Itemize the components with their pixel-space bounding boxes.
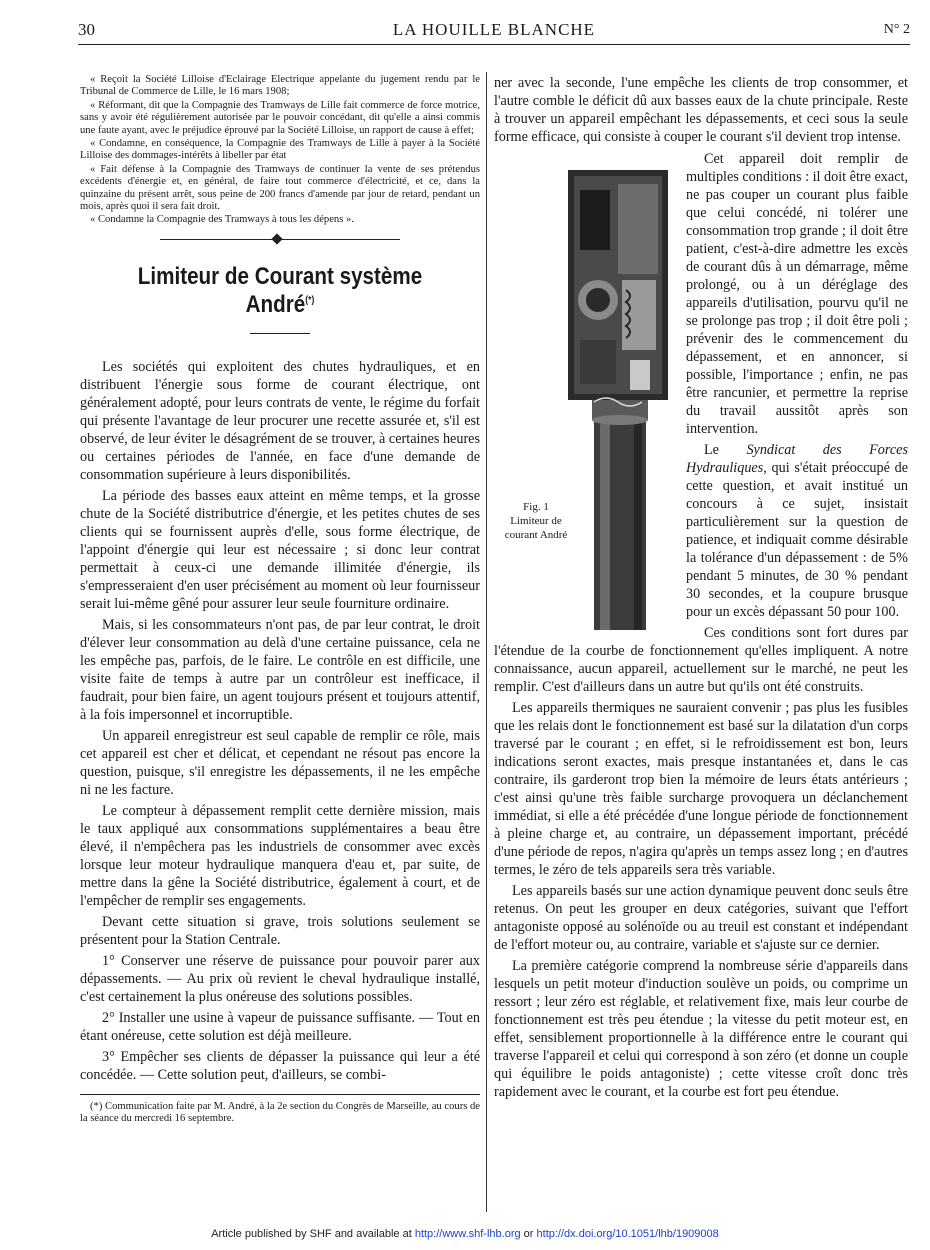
syndicat-name: Syndicat des Forces Hydrauliques <box>686 442 908 476</box>
right-column <box>494 74 908 1104</box>
left-column <box>80 74 480 1126</box>
running-header <box>78 18 910 45</box>
doi-link[interactable]: http://dx.doi.org/10.1051/lhb/1909008 <box>536 1228 719 1240</box>
body-paragraph: Un appareil enregistreur est seul capable de remplir ce rôle, mais cet appareil est cher et délicat, et cependant ne résout pas encore la question, puisque, s'il enregistre les dépassements, il ne les empêche ni ne les facture. <box>80 727 480 798</box>
syndicat-prefix: Le <box>704 442 747 458</box>
body-paragraph: Les appareils thermiques ne sauraient convenir ; pas plus les fusibles que les relais dont le fonctionnement est basé sur la dilatation d'un corps traversé par le courant ; en effet, si le refroidissement est bon, leurs indications seront exactes, mais presque instantanées et, dans le cas contraire, ils garderont trop bien la mémoire de leurs états antérieurs ; c'est ainsi qu'une très faible surcharge provoquera un déclanchement immédiat, si elle a été précédée d'une longue période de fonctionnement à pleine charge et, au contraire, un dépassement important, précédé d'une période de repos, n'agira qu'après un temps assez long ; en d'autres termes, le zéro de tels appareils sera très variable. <box>494 700 908 878</box>
body-paragraph: 3° Empêcher ses clients de dépasser la puissance qui leur a été concédée. — Cette solution peut, d'ailleurs, se combi- <box>80 1048 480 1083</box>
quote-paragraph: « Fait défense à la Compagnie des Tramways de continuer la vente de ses prétendus excédents d'énergie et, en général, de faire tout commerce d'électricité, et ce, dans la quinzaine du présent arrêt, sous peine de 200 francs d'amende par jour de retard, pendant un mois, après quoi il sera fait droit. <box>80 163 480 213</box>
footer-or: or <box>520 1228 537 1240</box>
article-title-text: Limiteur de Courant système André <box>137 262 423 318</box>
body-paragraph: Cet appareil doit remplir de multiples conditions : il doit être exact, ne pas couper un courant plus faible que celui concédé, ni tolérer une consommation trop grande ; il doit être patient, c'est-à-dire admettre les excès de courant dûs à un démarrage, même prolongé, ou à un déréglage des appareils d'utilisation, pourvu qu'il ne se prolonge pas trop ; il doit être poli ; prévenir des le commencement du dépassement, et en annoncer, si possible, l'importance ; enfin, ne pas être rancunier, et permettre la reprise du travail aussitôt après son intervention. <box>686 151 908 437</box>
shf-link[interactable]: http://www.shf-lhb.org <box>414 1228 521 1240</box>
quote-paragraph: « Condamne la Compagnie des Tramways à tous les dépens ». <box>90 214 354 226</box>
publication-footer <box>0 1228 930 1240</box>
issue-number: N° 2 <box>883 22 910 37</box>
syndicat-rest: , qui s'était préoccupé de cette question, et avait institué un concours à ce sujet, insistait particulièrement sur la question de patience, et indiquait comme désirable la tolérance d'un dépassement : de 5% pendant 5 minutes, de 30 % pendant 30 secondes, et la coupure brusque pour un excès dépassant 50 pour 100. <box>686 460 908 620</box>
body-paragraph: Les appareils basés sur une action dynamique peuvent donc seuls être retenus. On peut les grouper en deux catégories, suivant que l'effort antagoniste opposé au solénoïde ou au treuil est constant et indépendant de l'effort moteur ou, au contraire, variable et s'ajuste sur ce dernier. <box>494 883 908 953</box>
title-rule <box>250 333 310 334</box>
quote-paragraph: « Reçoit la Société Lilloise d'Eclairage Electrique appelante du jugement rendu par le Tribunal de Commerce de Lille, le 16 mars 1908; <box>80 74 480 98</box>
body-paragraph-continued: ner avec la seconde, l'une empêche les clients de trop consommer, et l'autre comble le déficit dû aux basses eaux de la chute principale. Reste à trouver un appareil empêchant les dépassements, et ceci sous la seule forme efficace, qui consiste à couper le courant s'il devient trop intense. <box>494 75 908 145</box>
figure-1 <box>494 150 680 632</box>
body-paragraph: La première catégorie comprend la nombreuse série d'appareils dans lesquels un petit moteur d'induction soulève un poids, ou comprime un ressort ; leur zéro est réglable, et relativement fixe, mais leur courbe de fonctionnement est très peu étendue ; la vitesse du petit moteur est, en effet, sensiblement proportionnelle à la différence entre le courant qui traverse l'appareil et celui qui correspond à son zéro (et donne un couple qui équilibre le poids antagoniste) ; cette vitesse croît donc très rapidement avec le courant, et la courbe est fort peu étendue. <box>494 958 908 1100</box>
page-number: 30 <box>78 20 95 39</box>
left-body <box>80 358 480 1084</box>
quote-paragraph: « Réformant, dit que la Compagnie des Tramways de Lille fait commerce de force motrice, sans y avoir été régulièrement autorisée par le pouvoir concédant, dit qu'elle a ainsi commis une faute ayant, avec le préjudice éprouvé par la Société Lilloise, un rapport de cause à effet; <box>80 99 480 136</box>
article-title <box>108 263 452 319</box>
footnote-rule <box>80 1094 480 1095</box>
body-paragraph: Devant cette situation si grave, trois solutions seulement se présentent pour la Station Centrale. <box>80 913 480 948</box>
court-ruling-quotes <box>80 74 480 227</box>
quote-paragraph: « Condamne, en conséquence, la Compagnie des Tramways de Lille à payer à la Société Lilloise des dommages-intérêts à libeller par état <box>80 138 480 162</box>
footnote-marker: (*) <box>305 294 315 306</box>
body-paragraph: La période des basses eaux atteint en même temps, et la grosse chute de la Société distributrice d'énergie, et les petites chutes de ses clients qui se fournissent auprès d'elle, sous forme électrique, de l'appoint d'énergie qui leur est nécessaire ; si donc leur contrat permettait à ceux-ci une demande illimitée d'énergie, ils s'empresseraient d'en user précisément au moment où leur fournisseur serait lui-même gêné pour assurer leur seule fourniture ordinaire. <box>80 487 480 612</box>
footnote: (*) Communication faite par M. André, à la 2e section du Congrès de Marseille, au cours de la séance du mercredi 16 septembre. <box>80 1100 480 1125</box>
body-paragraph: 1° Conserver une réserve de puissance pour pouvoir parer aux dépassements. — Au prix où revient le cheval hydraulique installé, c'est certainement la plus onéreuse des solutions possibles. <box>80 952 480 1005</box>
body-paragraph: 2° Installer une usine à vapeur de puissance suffisante. — Tout en étant onéreuse, cette solution est déjà meilleure. <box>80 1009 480 1044</box>
footer-text: Article published by SHF and available at <box>211 1228 415 1240</box>
current-limiter-photo <box>560 150 680 632</box>
body-paragraph: Le compteur à dépassement remplit cette dernière mission, mais le taux appliqué aux consommations supplémentaires a beau être élevé, il n'empêchera pas les industriels de consommer avec excès lorsque leur moteur hydraulique manquera d'eau et, par suite, de mettre dans la gêne la Société distributrice, également à court, et de l'empêcher de remplir ses engagements. <box>80 802 480 909</box>
journal-title: LA HOUILLE BLANCHE <box>392 20 596 39</box>
section-ornament <box>155 235 405 245</box>
body-paragraph: Mais, si les consommateurs n'ont pas, de par leur contrat, le droit d'élever leur consommation au delà d'une certaine puissance, cela ne les empêche pas, parfois, de le faire. Le contrôle en est difficile, une visite faite de temps à autre par un contrôleur est inefficace, il faudrait, pour bien faire, un agent toujours présent et toujours attentif, à la fois impersonnel et incorruptible. <box>80 616 480 723</box>
figure-title: Limiteur de courant André <box>504 515 568 541</box>
column-divider <box>486 72 487 1212</box>
figure-number: Fig. 1 <box>523 501 549 513</box>
body-paragraph: Les sociétés qui exploitent des chutes hydrauliques, et en distribuent l'énergie sous forme de courant électrique, ont généralement adopté, pour leurs contrats de vente, le régime du forfait qui présente l'avantage de leur procurer une recette assurée et, s'il est observé, de leur éviter le désagrément de se trouver, à certaines heures ou certaines périodes de l'année, en face d'une demande de consommation supérieure à leurs disponibilités. <box>80 358 480 483</box>
body-paragraph: Ces conditions sont fort dures par l'étendue de la courbe de fonctionnement qu'elles impliquent. A notre connaissance, aucun appareil, actuellement sur le marché, ne peut les remplir. C'est d'ailleurs dans un autre but qu'ils ont été construits. <box>494 625 908 695</box>
figure-caption <box>496 500 576 542</box>
